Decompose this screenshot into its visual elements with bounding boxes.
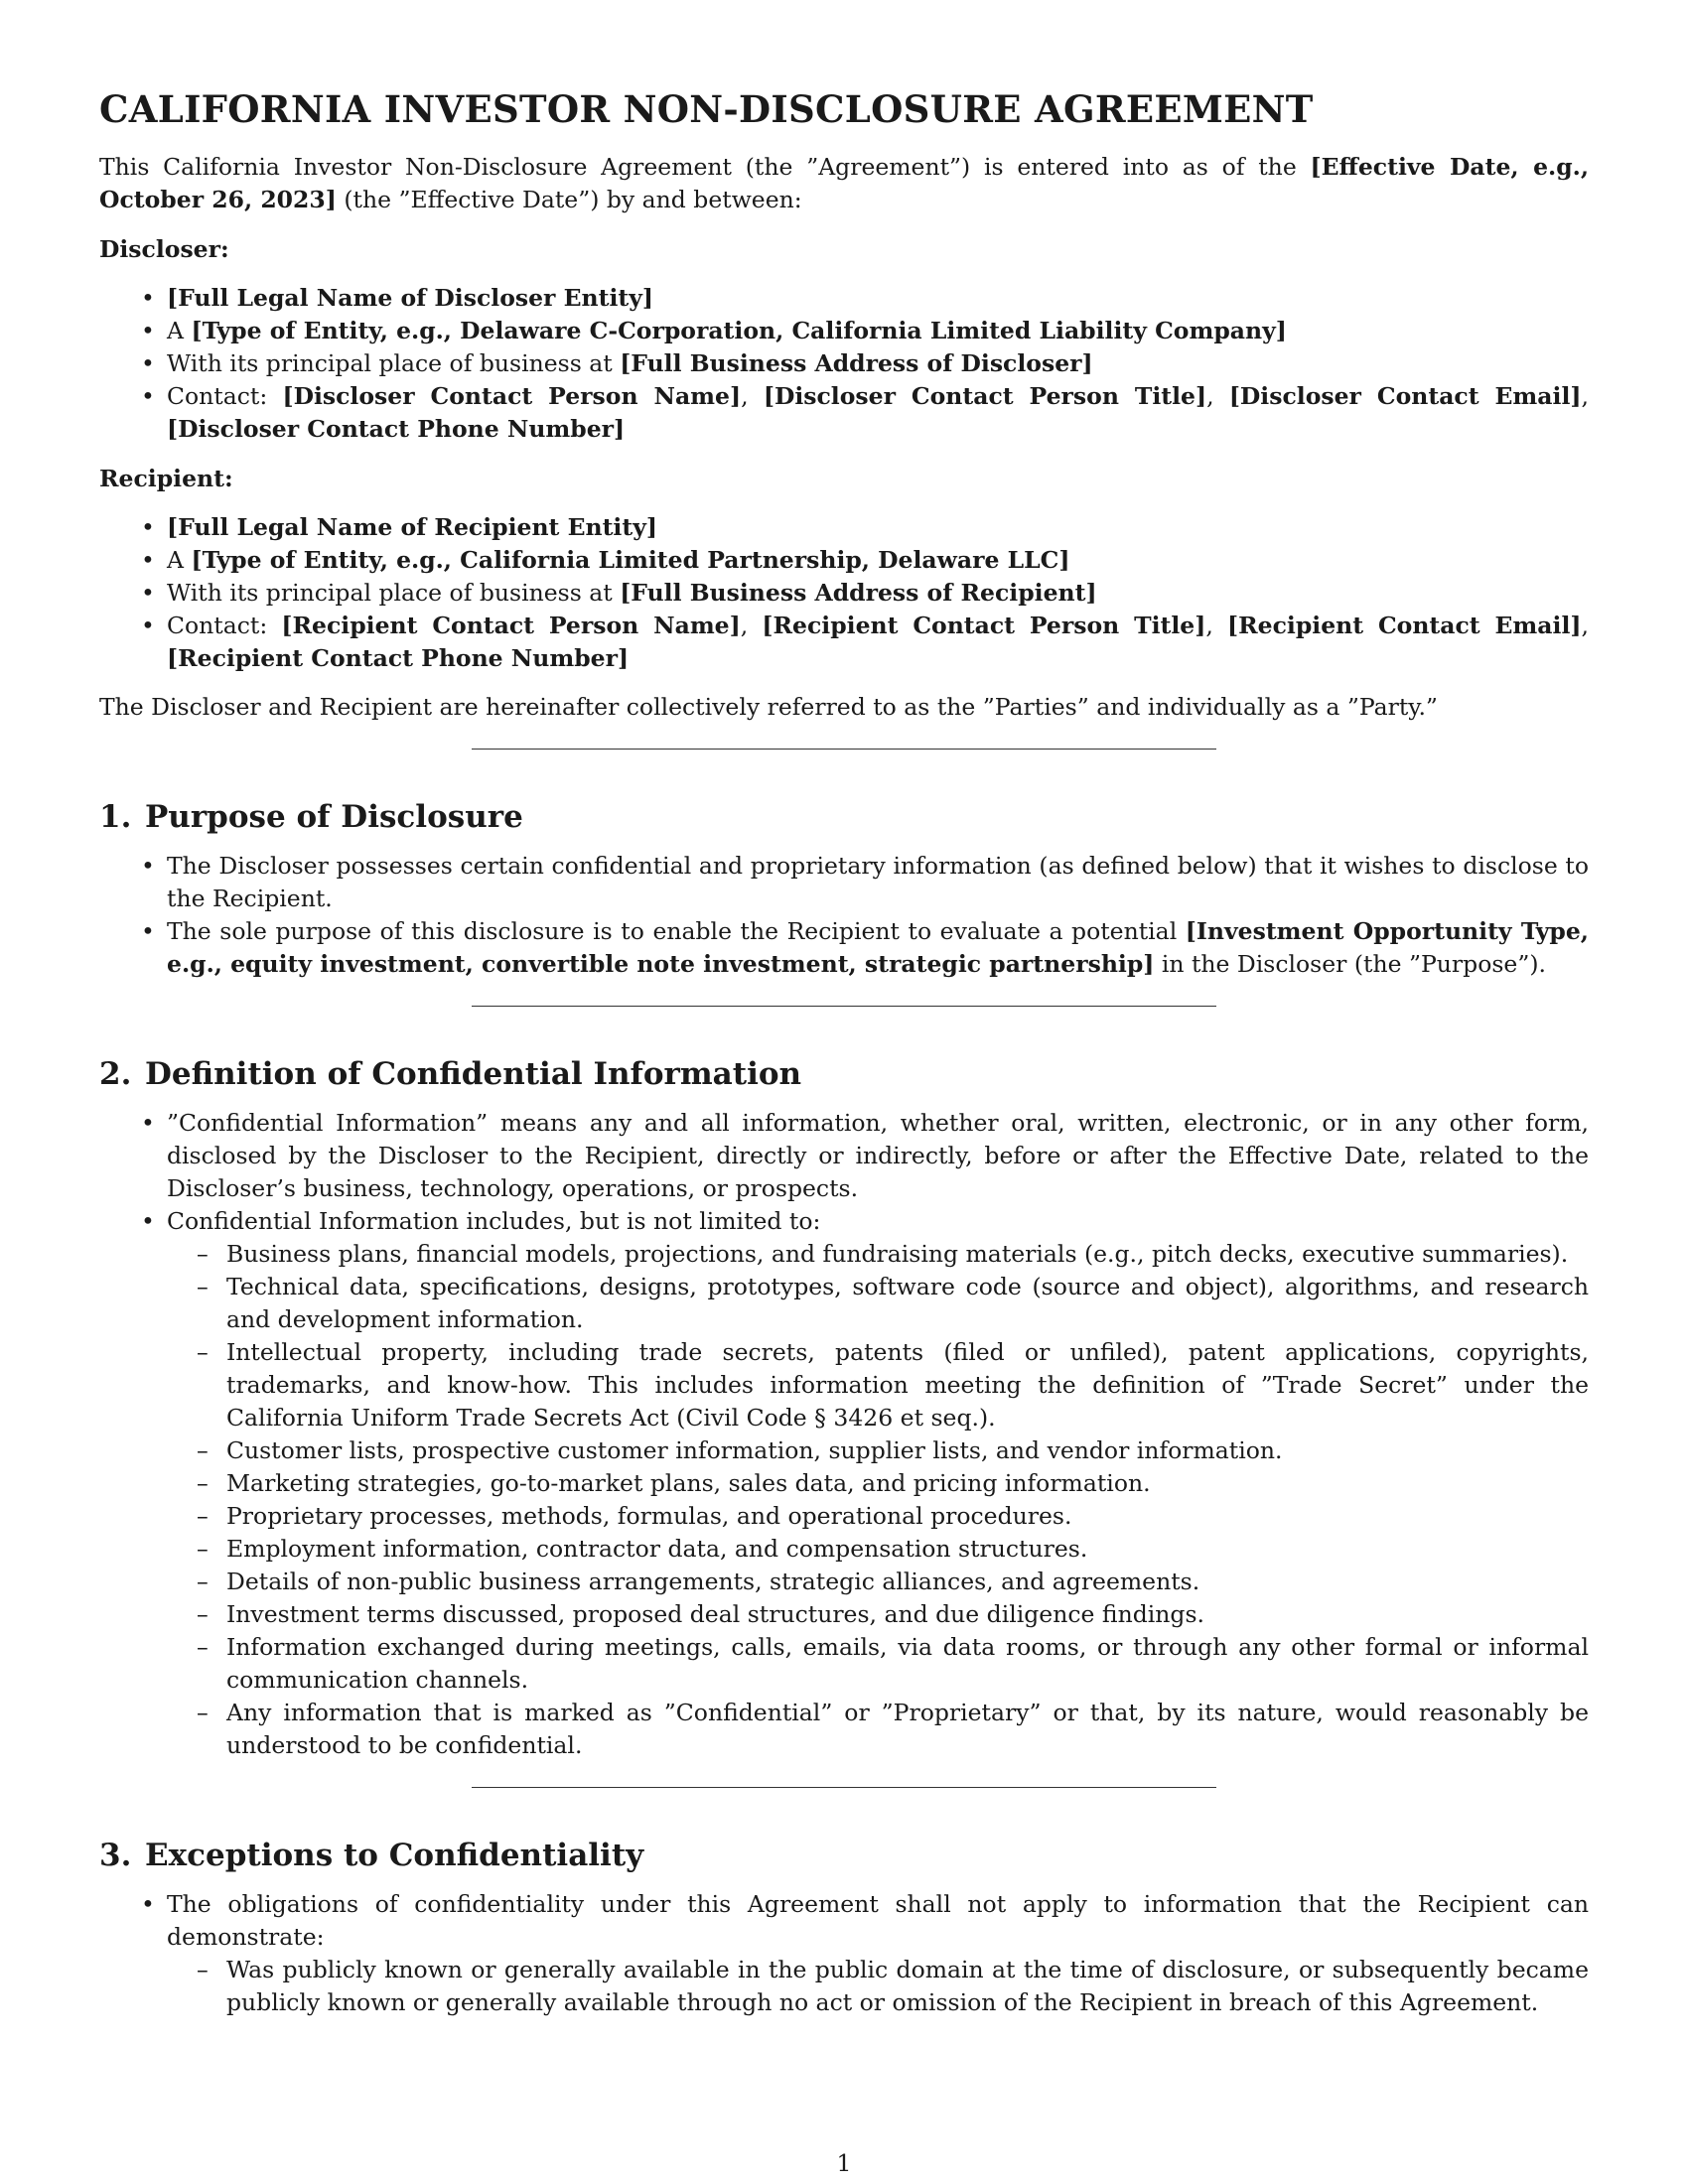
list-item: • With its principal place of business at [Full Business Address of Recipient]	[99, 577, 1589, 610]
document-title: CALIFORNIA INVESTOR NON-DISCLOSURE AGREEMENT	[99, 87, 1314, 131]
sub-list-item: – Intellectual property, including trade secrets, patents (filed or unfiled), patent applications, copyrights, trademarks, and know-how. This includes information meeting the definition of ”Trade Secret” under the California Uniform Trade Secrets Act (Civil Code § 3426 et seq.).	[167, 1336, 1589, 1434]
horizontal-rule	[472, 1006, 1216, 1007]
list-item: • The obligations of confidentiality under this Agreement shall not apply to information that the Recipient can demonstrate: – Was publicly known or generally available in the public domain at the time of disclosure, or subsequently became publicly known or generally available through no act or omission of the Recipient in breach of this Agreement.	[99, 1888, 1589, 2019]
parties-sentence: The Discloser and Recipient are hereinafter collectively referred to as the ”Parties” and individually as a ”Party.”	[99, 693, 1438, 721]
sub-list-item: – Employment information, contractor data, and compensation structures.	[167, 1533, 1589, 1566]
sub-list-item: – Marketing strategies, go-to-market plans, sales data, and pricing information.	[167, 1467, 1589, 1500]
list-item: • A [Type of Entity, e.g., California Limited Partnership, Delaware LLC]	[99, 544, 1589, 577]
intro-paragraph: This California Investor Non-Disclosure Agreement (the ”Agreement”) is entered into as of the [Effective Date, e.g., October 26, 2023] (the ”Effective Date”) by and between:	[99, 153, 1589, 213]
list-item: • Confidential Information includes, but is not limited to: – Business plans, financial models, projections, and fundraising materials (e.g., pitch decks, executive summaries). – Technical data, specifications, designs, prototypes, software code (source and object), algorithms, and research and development information. – Intellectual property, including trade secrets, patents (filed or unfiled), patent applications, copyrights, trademarks, and know-how. This includes information meeting the definition of ”Trade Secret” under the California Uniform Trade Secrets Act (Civil Code § 3426 et seq.). – Customer lists, prospective customer information, supplier lists, and vendor information. – Marketing strategies, go-to-market plans, sales data, and pricing information. – Proprietary processes, methods, formulas, and operational procedures. – Employment information, contractor data, and compensation structures. – Details of non-public business arrangements, strategic alliances, and agreements. – Investment terms discussed, proposed deal structures, and due diligence findings. – Information exchanged during meetings, calls, emails, via data rooms, or through any other formal or informal communication channels. – Any information that is marked as ”Confidential” or ”Proprietary” or that, by its nature, would reasonably be understood to be confidential.	[99, 1205, 1589, 1762]
horizontal-rule	[472, 749, 1216, 750]
list-item: • The sole purpose of this disclosure is to enable the Recipient to evaluate a potential [Investment Opportunity Type, e.g., equity investment, convertible note investment, strategic partnership] in the Discloser (the ”Purpose”).	[99, 915, 1589, 981]
confidential-info-sublist	[167, 1238, 1589, 1762]
exceptions-sublist	[167, 1954, 1589, 2019]
sub-list-item: – Information exchanged during meetings, calls, emails, via data rooms, or through any other formal or informal communication channels.	[167, 1631, 1589, 1697]
sub-list-item: – Investment terms discussed, proposed deal structures, and due diligence findings.	[167, 1598, 1589, 1631]
list-item: • Contact: [Discloser Contact Person Name], [Discloser Contact Person Title], [Discloser Contact Email], [Discloser Contact Phone Number]	[99, 380, 1589, 446]
list-item: • ”Confidential Information” means any and all information, whether oral, written, electronic, or in any other form, disclosed by the Discloser to the Recipient, directly or indirectly, before or after the Effective Date, related to the Discloser’s business, technology, operations, or prospects.	[99, 1107, 1589, 1205]
list-item: • [Full Legal Name of Recipient Entity]	[99, 511, 1589, 544]
sub-list-item: – Any information that is marked as ”Confidential” or ”Proprietary” or that, by its nature, would reasonably be understood to be confidential.	[167, 1697, 1589, 1762]
sub-list-item: – Was publicly known or generally available in the public domain at the time of disclosure, or subsequently became publicly known or generally available through no act or omission of the Recipient in breach of this Agreement.	[167, 1954, 1589, 2019]
sub-list-item: – Technical data, specifications, designs, prototypes, software code (source and object), algorithms, and research and development information.	[167, 1271, 1589, 1336]
section-1-list	[99, 850, 1589, 981]
section-2-heading: 2. Definition of Confidential Information	[99, 1056, 802, 1092]
list-item: • [Full Legal Name of Discloser Entity]	[99, 282, 1589, 315]
sub-list-item: – Customer lists, prospective customer information, supplier lists, and vendor information.	[167, 1434, 1589, 1467]
list-item: • A [Type of Entity, e.g., Delaware C-Corporation, California Limited Liability Company]	[99, 315, 1589, 347]
page-number: 1	[836, 2149, 852, 2177]
horizontal-rule	[472, 1787, 1216, 1788]
section-3-heading: 3. Exceptions to Confidentiality	[99, 1838, 644, 1873]
section-3-list	[99, 1888, 1589, 2019]
document-body	[99, 85, 1589, 2019]
discloser-label: Discloser:	[99, 235, 229, 263]
recipient-label: Recipient:	[99, 465, 233, 492]
effective-date-placeholder: [Effective Date, e.g., October 26, 2023]	[99, 153, 1589, 213]
list-item: • Contact: [Recipient Contact Person Name], [Recipient Contact Person Title], [Recipient Contact Email], [Recipient Contact Phone Number]	[99, 610, 1589, 675]
sub-list-item: – Business plans, financial models, projections, and fundraising materials (e.g., pitch decks, executive summaries).	[167, 1238, 1589, 1271]
discloser-details-list	[99, 282, 1589, 446]
list-item: • With its principal place of business at [Full Business Address of Discloser]	[99, 347, 1589, 380]
sub-list-item: – Proprietary processes, methods, formulas, and operational procedures.	[167, 1500, 1589, 1533]
section-2-list	[99, 1107, 1589, 1762]
recipient-details-list	[99, 511, 1589, 675]
list-item: • The Discloser possesses certain confidential and proprietary information (as defined below) that it wishes to disclose to the Recipient.	[99, 850, 1589, 915]
sub-list-item: – Details of non-public business arrangements, strategic alliances, and agreements.	[167, 1566, 1589, 1598]
section-1-heading: 1. Purpose of Disclosure	[99, 799, 523, 835]
